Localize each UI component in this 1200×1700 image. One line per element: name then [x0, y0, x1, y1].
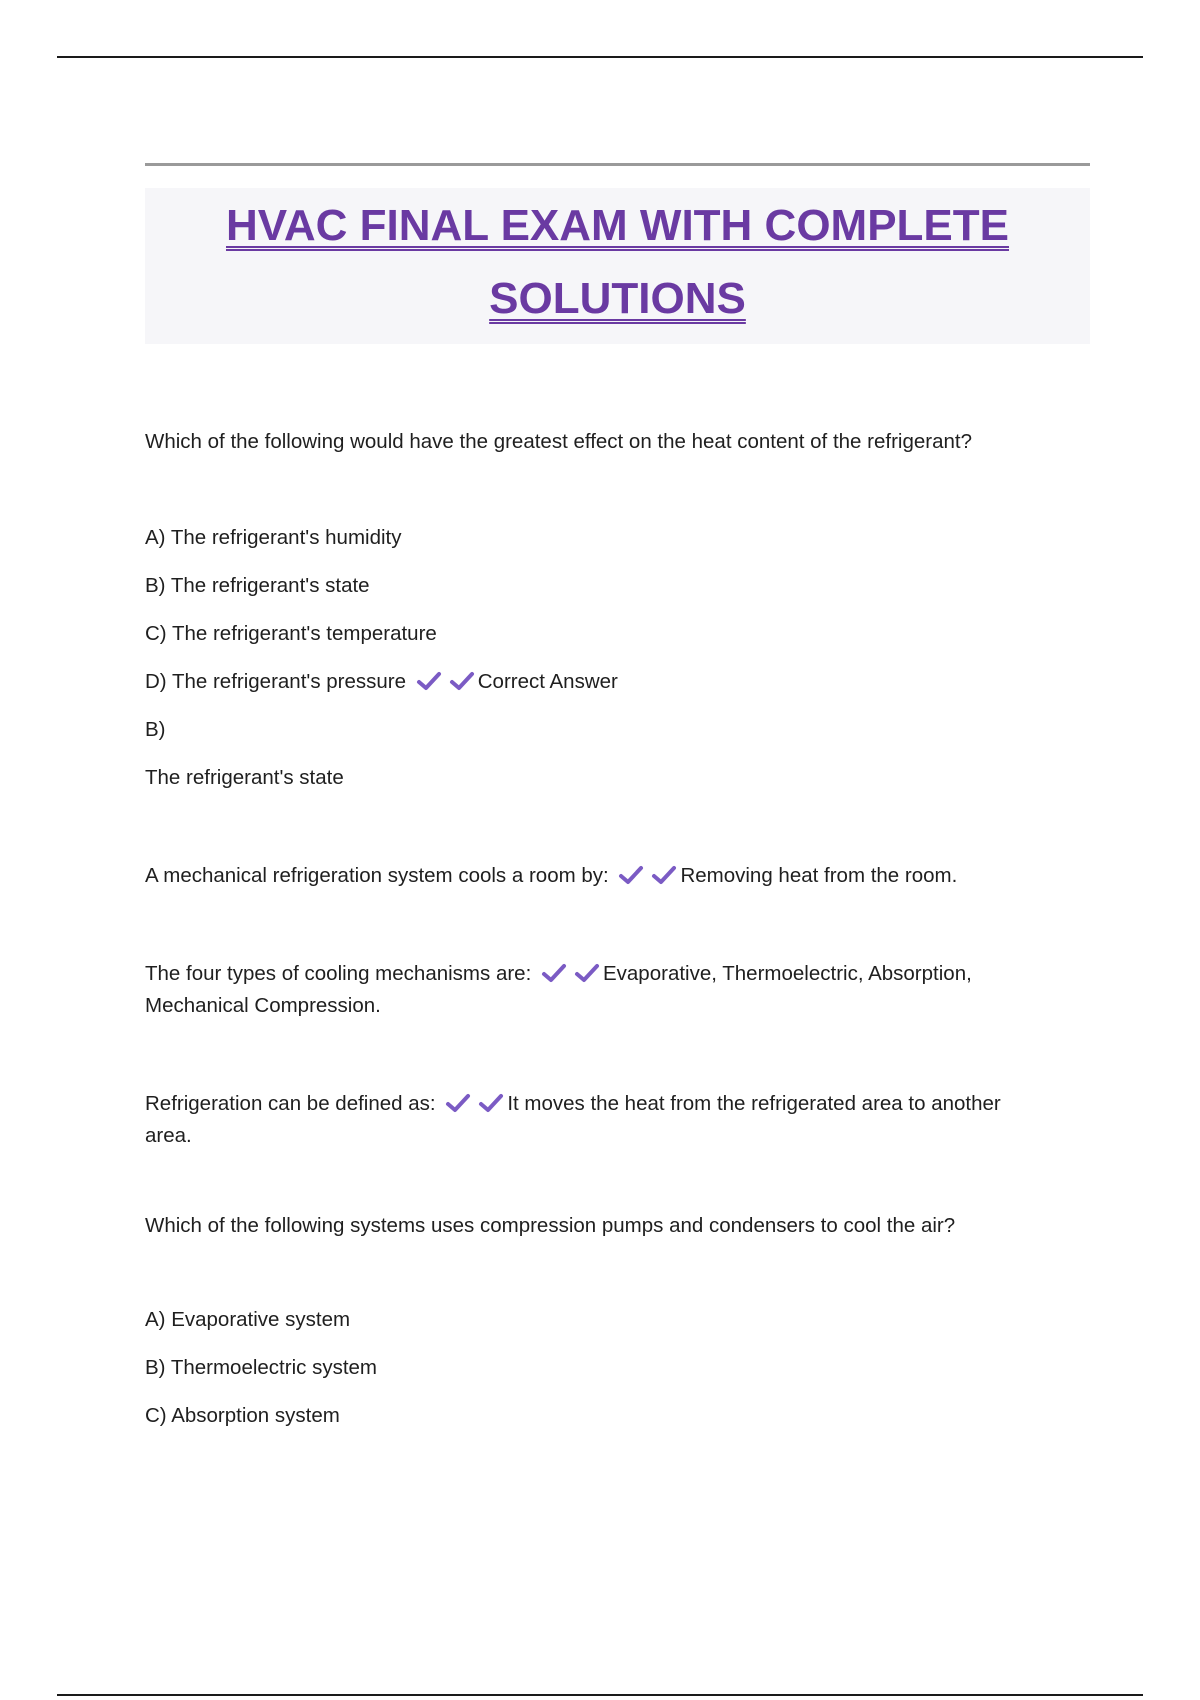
question-4-text: Refrigeration can be defined as: — [145, 1092, 436, 1115]
question-5-option-b: B) Thermoelectric system — [145, 1356, 378, 1379]
check-icon — [618, 864, 644, 886]
question-3 — [145, 958, 1090, 1022]
document-body — [145, 163, 1090, 1448]
title-rule — [145, 163, 1090, 166]
question-1-answer-text: The refrigerant's state — [145, 766, 344, 789]
question-4-answer-continued: area. — [145, 1124, 192, 1147]
question-1-answer-letter: B) — [145, 718, 166, 741]
page-top-rule — [57, 56, 1143, 58]
question-4 — [145, 1088, 1090, 1152]
question-3-text: The four types of cooling mechanisms are: — [145, 962, 532, 985]
question-2-answer: Removing heat from the room. — [680, 864, 958, 887]
question-2-text: A mechanical refrigeration system cools a room by: — [145, 864, 609, 887]
check-icon — [445, 1092, 471, 1114]
question-1-text: Which of the following would have the greatest effect on the heat content of the refrigerant? — [145, 430, 972, 453]
question-3-answer-continued: Mechanical Compression. — [145, 994, 381, 1017]
question-5-text: Which of the following systems uses compression pumps and condensers to cool the air? — [145, 1214, 956, 1237]
question-1-option-b: B) The refrigerant's state — [145, 574, 370, 597]
question-1 — [145, 426, 1090, 794]
check-icon — [416, 670, 442, 692]
question-1-option-d: D) The refrigerant's pressure — [145, 670, 407, 693]
question-1-option-a: A) The refrigerant's humidity — [145, 526, 402, 549]
question-1-answer-label: Correct Answer — [477, 670, 618, 693]
check-icon — [541, 962, 567, 984]
question-4-answer: It moves the heat from the refrigerated area to another — [507, 1092, 1001, 1115]
check-icon — [651, 864, 677, 886]
question-2 — [145, 860, 1090, 892]
check-icon — [574, 962, 600, 984]
question-1-option-c: C) The refrigerant's temperature — [145, 622, 437, 645]
page-bottom-rule — [57, 1694, 1143, 1696]
title-banner — [145, 188, 1090, 344]
question-3-answer: Evaporative, Thermoelectric, Absorption, — [602, 962, 972, 985]
check-icon — [478, 1092, 504, 1114]
document-title-line-2: SOLUTIONS — [489, 274, 746, 323]
question-5-option-c: C) Absorption system — [145, 1404, 340, 1427]
question-1-option-d-line — [145, 666, 1090, 698]
check-icon — [449, 670, 475, 692]
question-5-option-a: A) Evaporative system — [145, 1308, 351, 1331]
question-5 — [145, 1210, 1090, 1432]
document-title-line-1: HVAC FINAL EXAM WITH COMPLETE — [225, 201, 1010, 250]
